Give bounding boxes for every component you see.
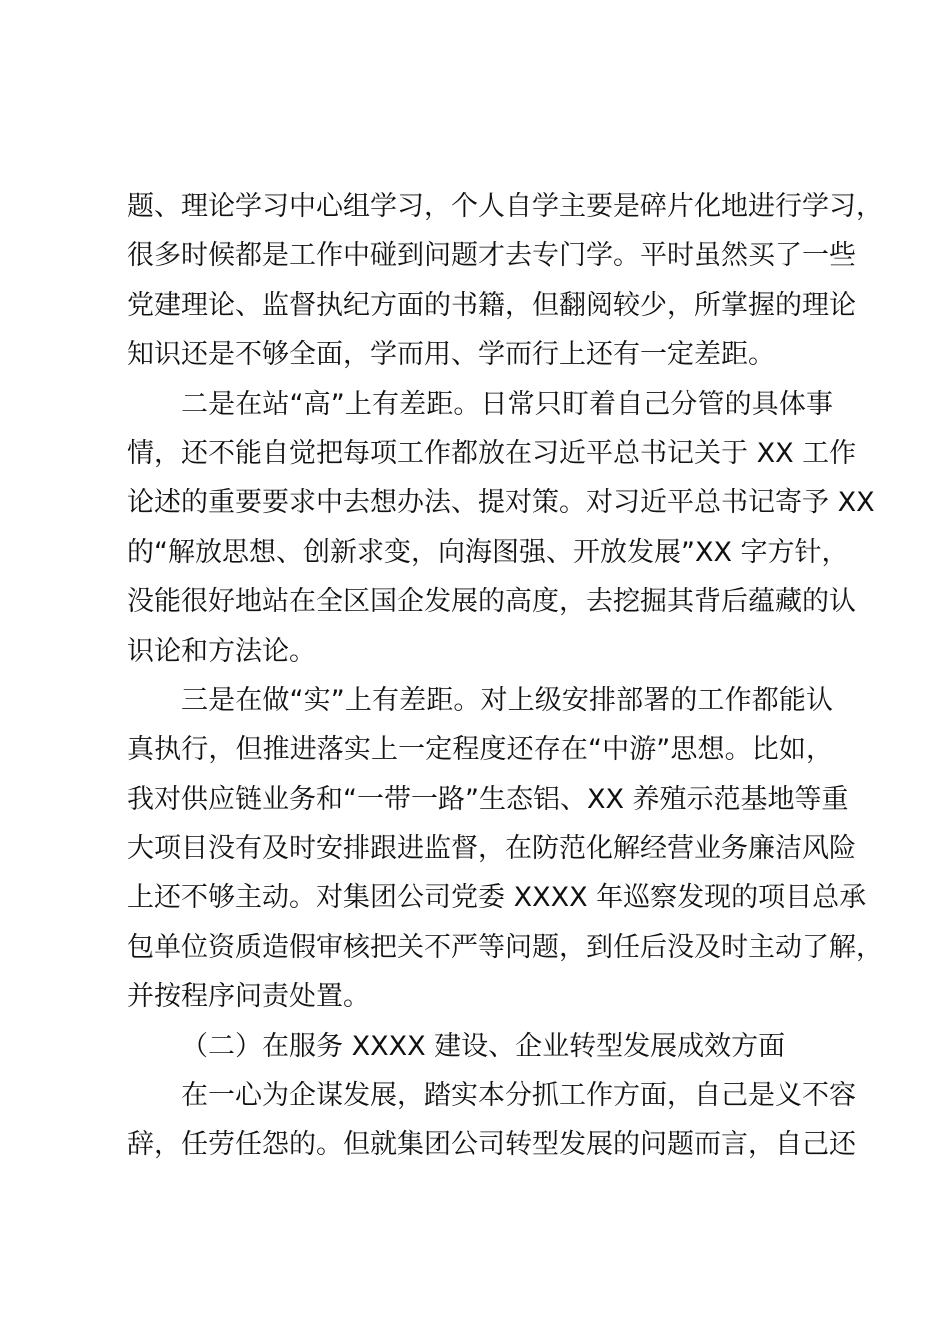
text-line: 大项目没有及时安排跟进监督，在防范化解经营业务廉洁风险	[127, 833, 856, 865]
document-body	[127, 182, 883, 1170]
text-line: 在一心为企谋发展，踏实本分抓工作方面，自己是义不容	[181, 1080, 856, 1112]
text-line: 情，还不能自觉把每项工作都放在习近平总书记关于 XX 工作	[127, 437, 857, 469]
text-line: 没能很好地站在全区国企发展的高度，去挖掘其背后蕴藏的认	[127, 586, 856, 618]
text-line: 并按程序问责处置。	[127, 981, 370, 1013]
text-line: 我对供应链业务和“一带一路”生态铝、XX 养殖示范基地等重	[127, 783, 849, 815]
text-line: 的“解放思想、创新求变，向海图强、开放发展”XX 字方针，	[127, 536, 849, 568]
paragraph-heading-line: 三是在做“实”上有差距。对上级安排部署的工作都能认	[181, 684, 833, 716]
text-line: 题、理论学习中心组学习，个人自学主要是碎片化地进行学习，	[127, 191, 883, 222]
section-heading: （二）在服务 XXXX 建设、企业转型发展成效方面	[181, 1030, 786, 1062]
text-line: 真执行，但推进落实上一定程度还存在“中游”思想。比如，	[127, 734, 833, 766]
text-line: 上还不够主动。对集团公司党委 XXXX 年巡察发现的项目总承	[127, 882, 867, 914]
text-line: 包单位资质造假审核把关不严等问题，到任后没及时主动了解，	[127, 931, 883, 963]
text-line: 论述的重要要求中去想办法、提对策。对习近平总书记寄予 XX	[127, 487, 875, 519]
text-line: 很多时候都是工作中碰到问题才去专门学。平时虽然买了一些	[127, 240, 856, 272]
text-line: 党建理论、监督执纪方面的书籍，但翻阅较少，所掌握的理论	[127, 289, 856, 321]
text-line: 辞，任劳任怨的。但就集团公司转型发展的问题而言，自己还	[127, 1129, 856, 1161]
text-line: 识论和方法论。	[127, 635, 316, 667]
text-line: 知识还是不够全面，学而用、学而行上还有一定差距。	[127, 339, 775, 371]
paragraph-heading-line: 二是在站“高”上有差距。日常只盯着自己分管的具体事	[181, 388, 833, 420]
